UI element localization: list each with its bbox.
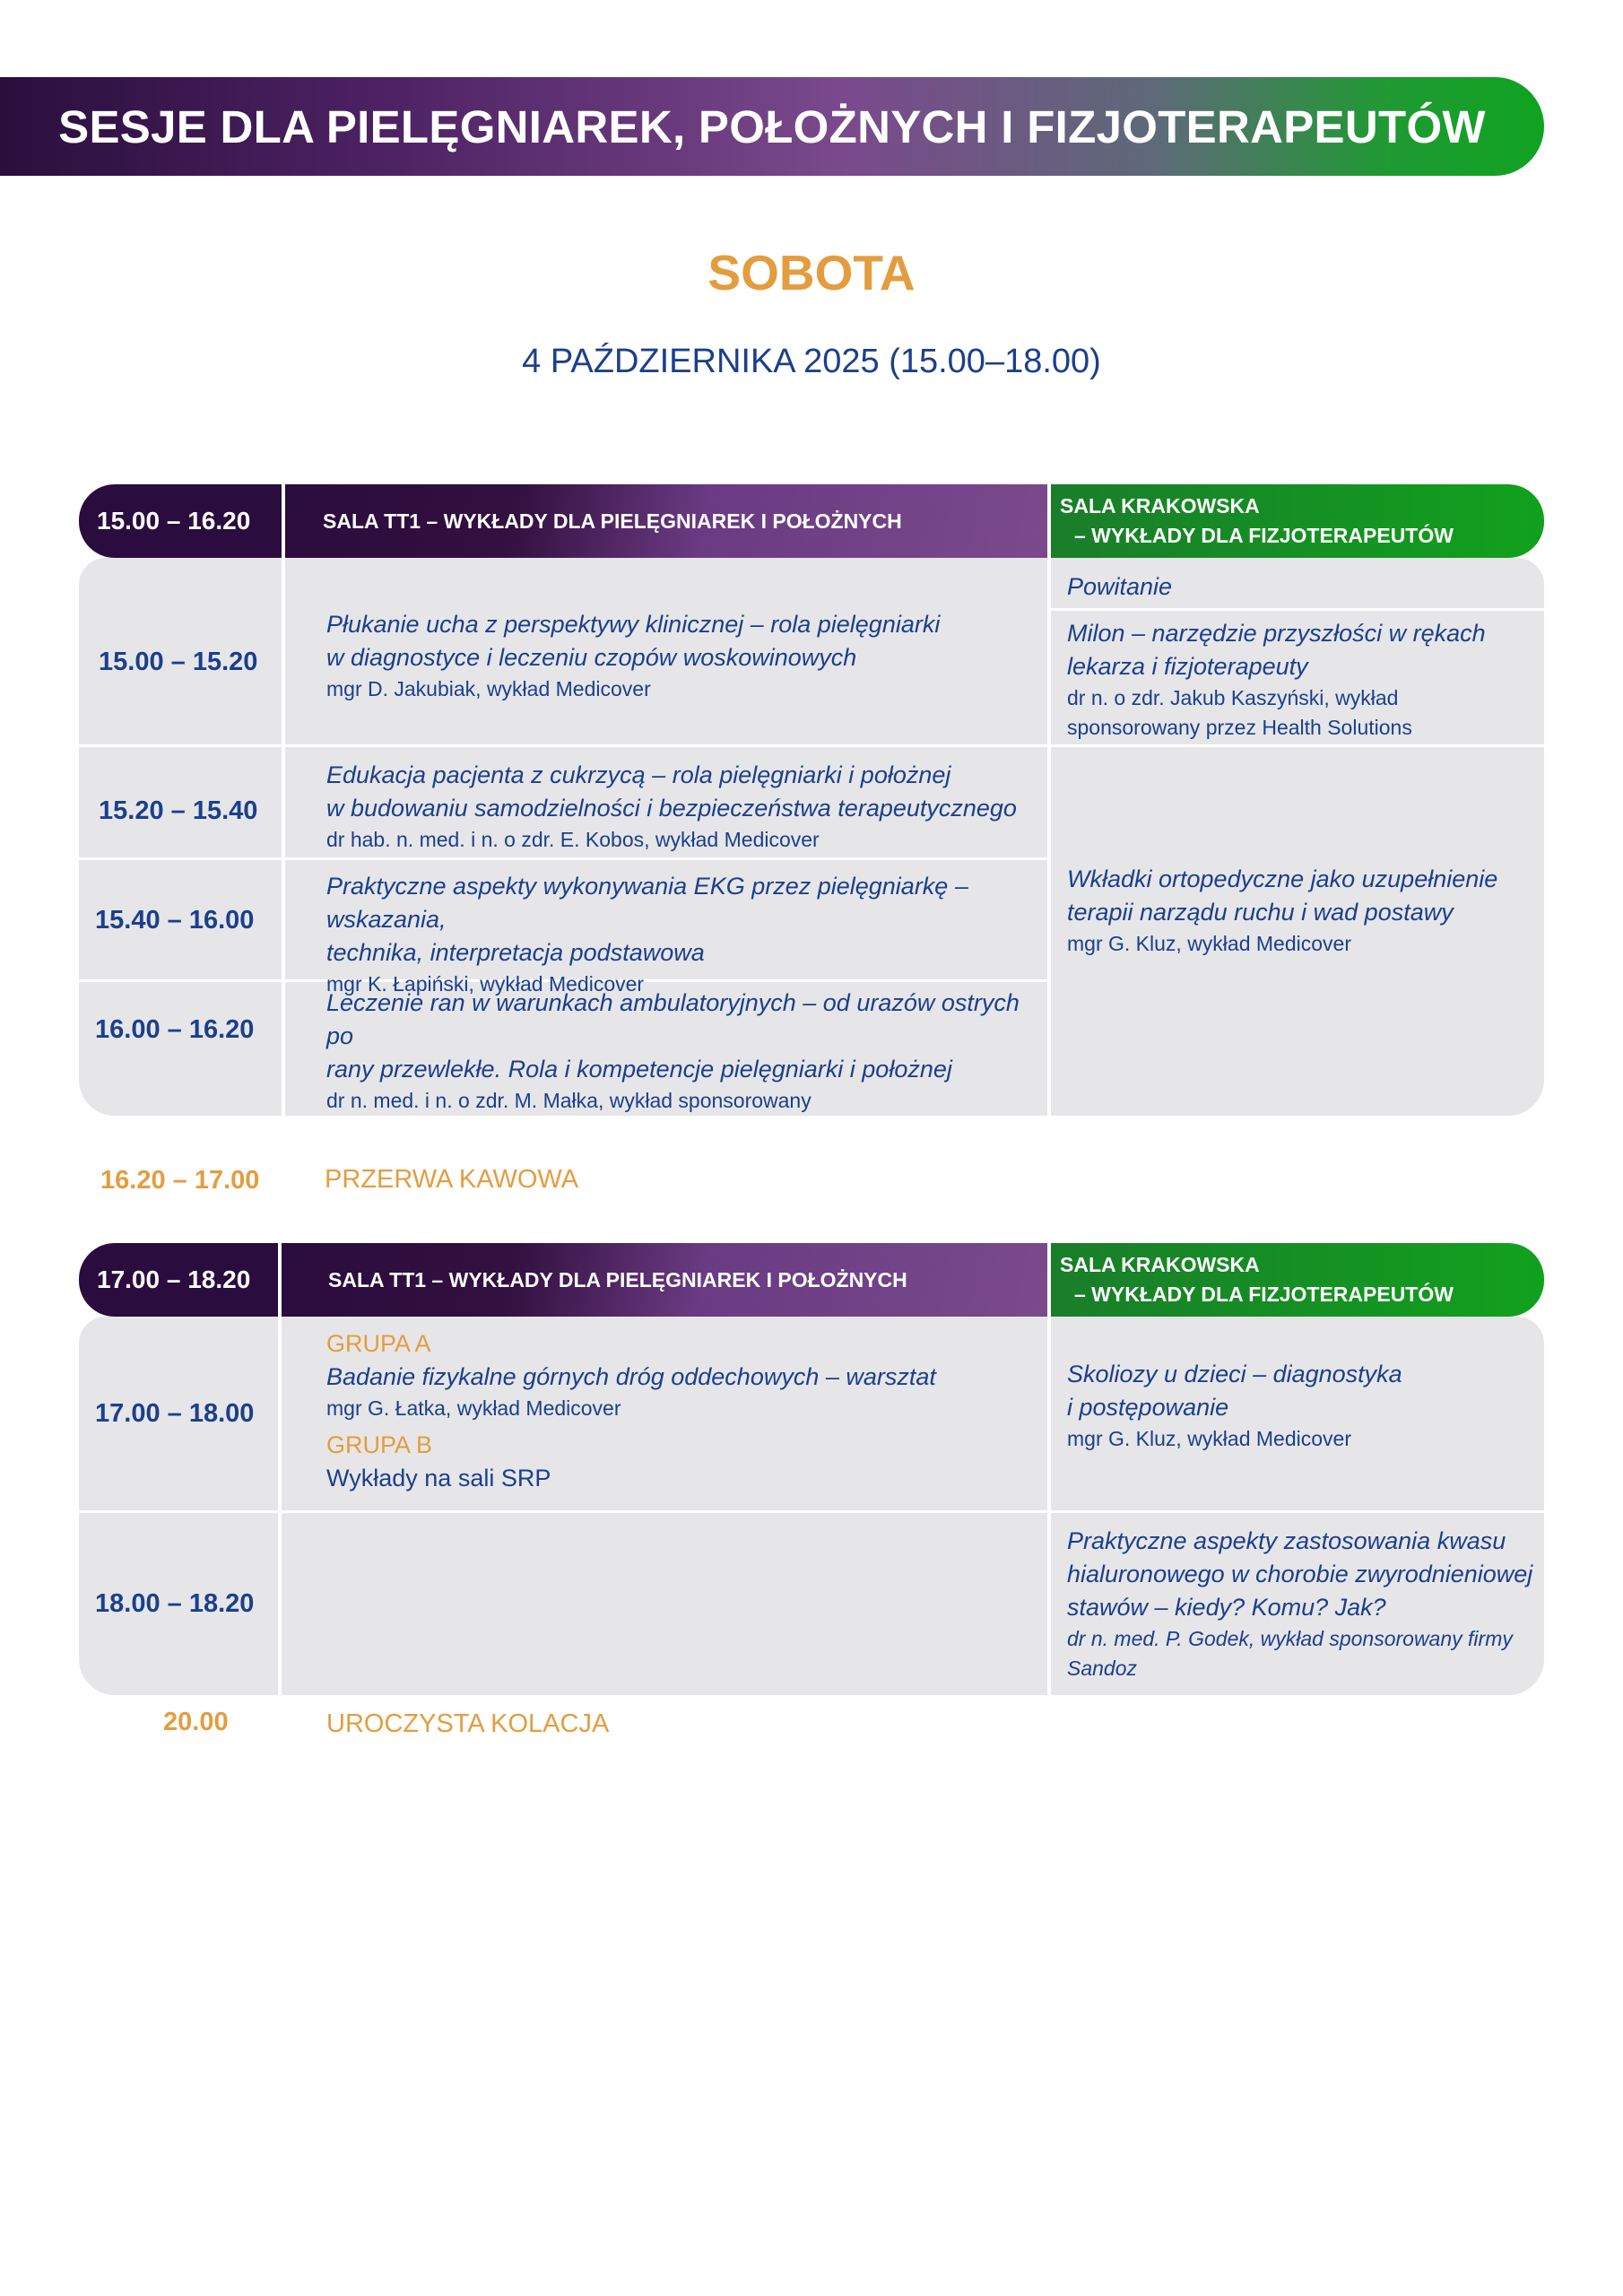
group-a-label: GRUPA A xyxy=(326,1330,431,1357)
row-time: 17.00 – 18.00 xyxy=(95,1399,255,1428)
block1-room-right-header xyxy=(1051,484,1544,558)
session-author: mgr K. Łapiński, wykład Medicover xyxy=(326,972,645,996)
block1-time-label: 15.00 – 16.20 xyxy=(97,507,251,535)
session-author: mgr G. Łatka, wykład Medicover xyxy=(326,1396,621,1420)
session-title: Milon – narzędzie przyszłości w rękach xyxy=(1067,620,1486,647)
block2-time-label: 17.00 – 18.20 xyxy=(97,1265,251,1293)
session-author: mgr D. Jakubiak, wykład Medicover xyxy=(326,677,651,700)
block2-room-right-line1: SALA KRAKOWSKA xyxy=(1060,1253,1260,1276)
page-banner xyxy=(0,77,1544,176)
dinner-time: 20.00 xyxy=(163,1708,229,1736)
session-title: Badanie fizykalne górnych dróg oddechowych – warsztat xyxy=(326,1363,936,1390)
session-title: w diagnostyce i leczeniu czopów woskowinowych xyxy=(326,644,857,671)
group-b-label: GRUPA B xyxy=(326,1431,433,1458)
session-title: terapii narządu ruchu i wad postawy xyxy=(1067,899,1454,926)
session-author: mgr G. Kluz, wykład Medicover xyxy=(1067,1427,1351,1450)
block1-room-right-line2: – WYKŁADY DLA FIZJOTERAPEUTÓW xyxy=(1074,524,1454,547)
banner-title: SESJE DLA PIELĘGNIAREK, POŁOŻNYCH I FIZJOTERAPEUTÓW xyxy=(58,100,1486,152)
session-title: stawów – kiedy? Komu? Jak? xyxy=(1067,1594,1386,1621)
block2-room-right-line2: – WYKŁADY DLA FIZJOTERAPEUTÓW xyxy=(1074,1283,1454,1306)
session-title: Leczenie ran w warunkach ambulatoryjnych – od urazów ostrych po xyxy=(326,989,1020,1049)
session-title: Praktyczne aspekty zastosowania kwasu xyxy=(1067,1527,1506,1554)
row-divider xyxy=(1051,744,1544,747)
session-author: dr n. med. P. Godek, wykład sponsorowany firmy xyxy=(1067,1627,1513,1650)
row-divider xyxy=(79,857,1047,860)
session-author: dr hab. n. med. i n. o zdr. E. Kobos, wykład Medicover xyxy=(326,828,820,851)
block2-room-right-header xyxy=(1051,1243,1544,1317)
session-entry xyxy=(1067,617,1533,743)
session-author: mgr G. Kluz, wykład Medicover xyxy=(1067,932,1351,955)
session-author: dr n. med. i n. o zdr. M. Małka, wykład sponsorowany xyxy=(326,1089,812,1112)
row-divider xyxy=(79,744,1047,747)
session-author: Sandoz xyxy=(1067,1657,1138,1680)
session-title: w budowaniu samodzielności i bezpieczeństwa terapeutycznego xyxy=(326,795,1017,822)
break-label: PRZERWA KAWOWA xyxy=(325,1165,579,1194)
session-title: Praktyczne aspekty wykonywania EKG przez pielęgniarkę – wskazania, xyxy=(326,873,968,933)
session-title: Wkładki ortopedyczne jako uzupełnienie xyxy=(1067,865,1498,892)
session-title: i postępowanie xyxy=(1067,1394,1229,1421)
block2-time-header xyxy=(79,1243,278,1317)
dinner-label: UROCZYSTA KOLACJA xyxy=(326,1709,610,1738)
group-b-text: Wykłady na sali SRP xyxy=(326,1465,551,1492)
session-entry xyxy=(1067,863,1533,959)
block1-room-right-line1: SALA KRAKOWSKA xyxy=(1060,494,1260,517)
break-time: 16.20 – 17.00 xyxy=(100,1166,260,1195)
session-entry xyxy=(326,870,1044,999)
row-time: 15.20 – 15.40 xyxy=(99,796,258,825)
session-entry xyxy=(326,608,1044,704)
block1-room-left-label: SALA TT1 – WYKŁADY DLA PIELĘGNIAREK I POŁOŻNYCH xyxy=(323,509,902,533)
row-time: 16.00 – 16.20 xyxy=(95,1015,255,1044)
session-title: rany przewlekłe. Rola i kompetencje pielęgniarki i położnej xyxy=(326,1056,952,1083)
session-title: technika, interpretacja podstawowa xyxy=(326,939,705,966)
session-entry xyxy=(326,759,1044,855)
session-author: dr n. o zdr. Jakub Kaszyński, wykład xyxy=(1067,686,1399,709)
block1-room-left-header xyxy=(285,484,1047,558)
block2-room-left-header xyxy=(282,1243,1047,1317)
session-entry xyxy=(1067,1358,1533,1454)
session-title: Płukanie ucha z perspektywy klinicznej – rola pielęgniarki xyxy=(326,611,941,638)
row-divider xyxy=(1051,608,1544,611)
block1-time-header xyxy=(79,484,282,558)
day-title: SOBOTA xyxy=(707,245,916,300)
session-entry xyxy=(1067,1525,1541,1683)
row-time: 15.00 – 15.20 xyxy=(99,648,258,676)
session-entry xyxy=(326,987,1044,1116)
row-time: 15.40 – 16.00 xyxy=(95,906,255,935)
workshop-entry xyxy=(326,1327,1044,1495)
session-title: Edukacja pacjenta z cukrzycą – rola pielęgniarki i położnej xyxy=(326,761,951,788)
date-subtitle: 4 PAŹDZIERNIKA 2025 (15.00–18.00) xyxy=(522,343,1101,380)
row-time: 18.00 – 18.20 xyxy=(95,1589,255,1618)
session-author: sponsorowany przez Health Solutions xyxy=(1067,716,1412,739)
welcome-label: Powitanie xyxy=(1067,573,1173,600)
block2-room-left-label: SALA TT1 – WYKŁADY DLA PIELĘGNIAREK I POŁOŻNYCH xyxy=(328,1267,907,1292)
session-title: Skoliozy u dzieci – diagnostyka xyxy=(1067,1361,1402,1387)
block2-time-column xyxy=(79,1317,278,1695)
session-title: lekarza i fizjoterapeuty xyxy=(1067,653,1308,680)
row-divider xyxy=(79,1510,1544,1513)
session-title: hialuronowego w chorobie zwyrodnieniowej xyxy=(1067,1561,1533,1587)
